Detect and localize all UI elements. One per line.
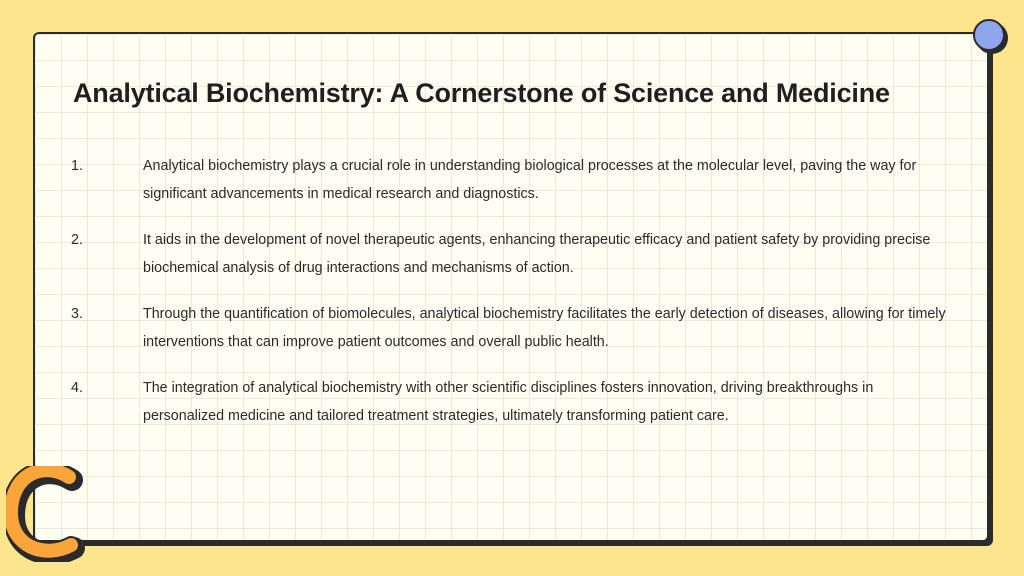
slide-title: Analytical Biochemistry: A Cornerstone of Science and Medicine [73, 78, 890, 108]
decorative-c-shape-icon [6, 466, 86, 562]
list-item [71, 374, 951, 430]
list-item-number: 1. [71, 158, 83, 174]
list-item-number: 3. [71, 306, 83, 322]
slide-card [33, 32, 989, 542]
list-item-number: 2. [71, 232, 83, 248]
list-item-text: The integration of analytical biochemistry with other scientific disciplines fosters innovation, driving breakthroughs in personalized medicine and tailored treatment strategies, ultimately transforming patient care. [143, 380, 874, 424]
list-item-text: Analytical biochemistry plays a crucial role in understanding biological processes at the molecular level, paving the way for significant advancements in medical research and diagnostics. [143, 158, 917, 202]
list-item-number: 4. [71, 380, 83, 396]
list-item [71, 300, 951, 356]
list-item-text: It aids in the development of novel therapeutic agents, enhancing therapeutic efficacy and patient safety by providing precise biochemical analysis of drug interactions and mechanisms of action. [143, 232, 931, 276]
numbered-list [71, 152, 951, 448]
list-item [71, 152, 951, 208]
list-item [71, 226, 951, 282]
decorative-circle-icon [973, 19, 1005, 51]
list-item-text: Through the quantification of biomolecules, analytical biochemistry facilitates the early detection of diseases, allowing for timely interventions that can improve patient outcomes and overall public health. [143, 306, 946, 350]
